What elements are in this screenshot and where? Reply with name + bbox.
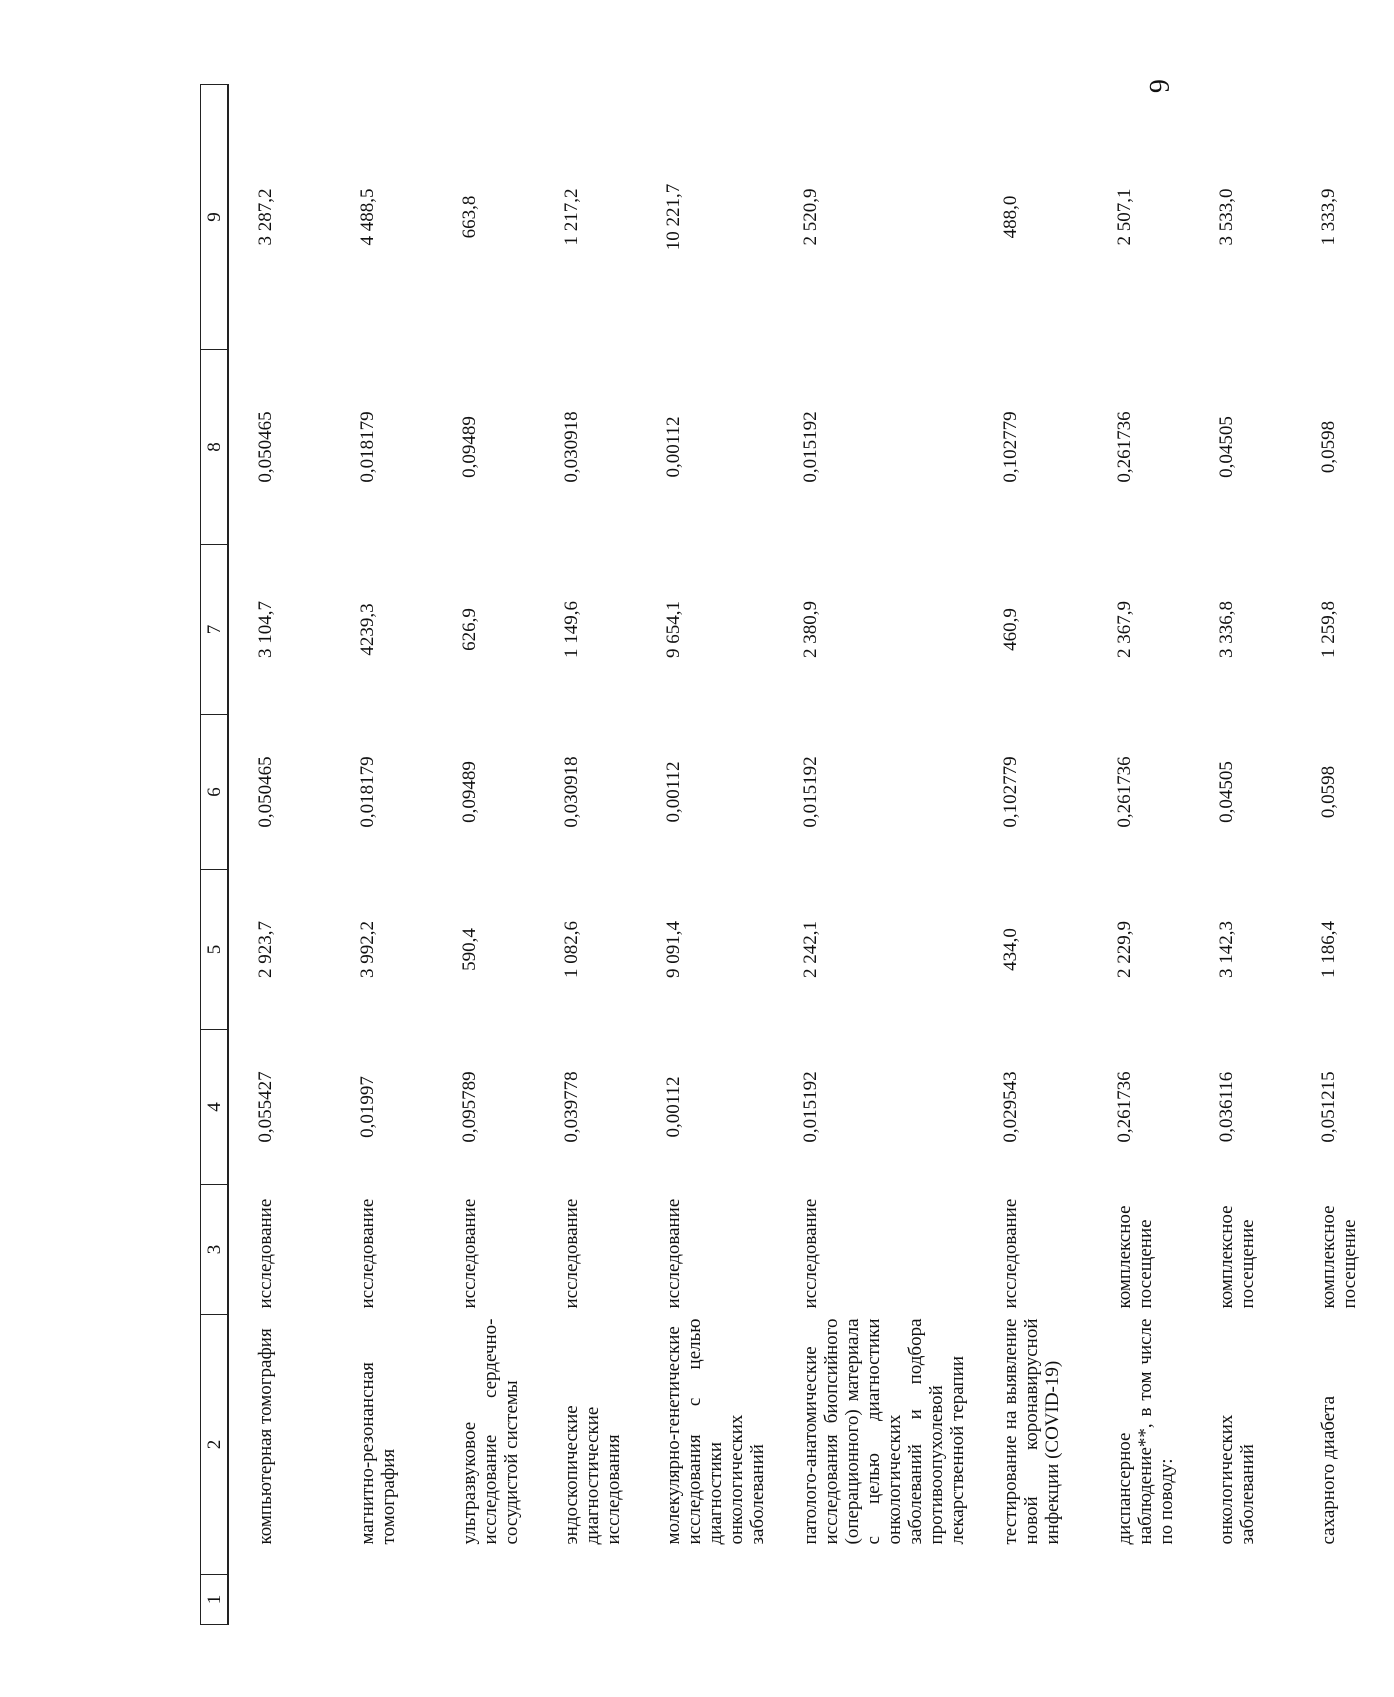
cell-unit: исследование — [1000, 1198, 1021, 1309]
table-row — [637, 85, 774, 1625]
cell-col-5: 2 229,9 — [1114, 921, 1135, 978]
cell-col-9: 3 287,2 — [255, 188, 276, 246]
cell-col-5: 434,0 — [1000, 928, 1021, 971]
cell-col-9: 2 507,1 — [1114, 188, 1135, 246]
cell-col-7: 3 336,8 — [1216, 601, 1237, 658]
cell-name: тестирование на выявление новой коронавирусной инфекции (COVID-19) — [1000, 1318, 1063, 1545]
cell-col-6: 0,0598 — [1318, 765, 1339, 819]
cell-index — [433, 1575, 535, 1625]
cell-col-6: 0,050465 — [255, 756, 276, 828]
data-table — [200, 84, 1394, 1625]
cell-unit: исследование — [561, 1198, 582, 1309]
cell-unit: комплексное посещение — [1318, 1205, 1360, 1309]
cell-index — [331, 1575, 433, 1625]
cell-index — [637, 1575, 774, 1625]
header-col-1: 1 — [201, 1575, 229, 1625]
header-col-6: 6 — [201, 715, 229, 870]
cell-col-9: 1 333,9 — [1318, 188, 1339, 246]
cell-col-7: 460,9 — [1000, 608, 1021, 651]
cell-col-4: 0,095789 — [459, 1071, 480, 1143]
cell-unit: исследование — [357, 1198, 378, 1309]
rotated-table-container — [200, 85, 1360, 1625]
table-row — [331, 85, 433, 1625]
cell-col-8: 0,015192 — [800, 411, 821, 483]
header-row — [201, 85, 229, 1625]
table-row — [1190, 85, 1292, 1625]
cell-col-7: 1 149,6 — [561, 601, 582, 658]
cell-index — [974, 1575, 1088, 1625]
cell-col-6: 0,030918 — [561, 756, 582, 828]
table-row — [1292, 85, 1394, 1625]
cell-col-5: 1 082,6 — [561, 921, 582, 978]
cell-col-4: 0,00112 — [663, 1076, 684, 1138]
cell-col-4: 0,015192 — [800, 1071, 821, 1143]
cell-col-8: 0,04505 — [1216, 416, 1237, 478]
cell-name: сахарного диабета — [1318, 1395, 1339, 1545]
cell-col-8: 0,261736 — [1114, 411, 1135, 483]
header-col-5: 5 — [201, 870, 229, 1030]
cell-unit: исследование — [663, 1198, 684, 1309]
cell-index — [1292, 1575, 1394, 1625]
cell-col-8: 0,030918 — [561, 411, 582, 483]
cell-unit: комплексное посещение — [1114, 1205, 1156, 1309]
cell-col-6: 0,04505 — [1216, 761, 1237, 823]
cell-col-7: 2 380,9 — [800, 601, 821, 658]
header-col-3: 3 — [201, 1185, 229, 1315]
cell-unit: исследование — [800, 1198, 821, 1309]
cell-index — [1190, 1575, 1292, 1625]
table-row — [774, 85, 974, 1625]
cell-col-4: 0,01997 — [357, 1076, 378, 1138]
cell-col-9: 4 488,5 — [357, 188, 378, 246]
cell-name: компьютерная томография — [255, 1328, 276, 1545]
cell-col-8: 0,050465 — [255, 411, 276, 483]
cell-col-9: 10 221,7 — [663, 183, 684, 251]
cell-col-5: 3 992,2 — [357, 921, 378, 978]
cell-name: молекулярно-генетические исследования с целью диагностики онкологических заболеваний — [663, 1318, 768, 1545]
table-row — [535, 85, 637, 1625]
cell-col-9: 488,0 — [1000, 195, 1021, 239]
cell-index — [1088, 1575, 1190, 1625]
cell-name: патолого-анатомические исследования биопсийного (операционного) материала с целью диагностики онкологических заболеваний и подбора противоопухолевой лекарственной терапии — [800, 1318, 968, 1545]
cell-col-5: 590,4 — [459, 928, 480, 971]
cell-col-6: 0,261736 — [1114, 756, 1135, 828]
cell-name: диспансерное наблюдение**, в том числе по поводу: — [1114, 1318, 1177, 1545]
cell-name: ультразвуковое исследование сердечно-сосудистой системы — [459, 1318, 522, 1545]
cell-col-6: 0,018179 — [357, 756, 378, 828]
cell-col-8: 0,09489 — [459, 416, 480, 478]
cell-col-7: 2 367,9 — [1114, 601, 1135, 658]
cell-name: эндоскопические диагностические исследования — [561, 1405, 624, 1545]
cell-col-5: 2 923,7 — [255, 921, 276, 978]
header-col-2: 2 — [201, 1315, 229, 1575]
header-col-7: 7 — [201, 545, 229, 715]
cell-col-4: 0,261736 — [1114, 1071, 1135, 1143]
cell-index — [535, 1575, 637, 1625]
cell-col-8: 0,00112 — [663, 416, 684, 478]
table-row — [228, 85, 331, 1625]
cell-col-8: 0,018179 — [357, 411, 378, 483]
cell-col-4: 0,029543 — [1000, 1071, 1021, 1143]
cell-col-4: 0,039778 — [561, 1071, 582, 1143]
cell-col-7: 4239,3 — [357, 603, 378, 656]
cell-col-9: 663,8 — [459, 195, 480, 239]
cell-col-6: 0,102779 — [1000, 756, 1021, 828]
cell-col-6: 0,00112 — [663, 761, 684, 823]
cell-unit: исследование — [255, 1198, 276, 1309]
cell-col-7: 9 654,1 — [663, 601, 684, 658]
cell-col-9: 2 520,9 — [800, 188, 821, 246]
table-row — [974, 85, 1088, 1625]
cell-name: магнитно-резонансная томография — [357, 1362, 399, 1545]
cell-col-7: 626,9 — [459, 608, 480, 651]
cell-unit: комплексное посещение — [1216, 1205, 1258, 1309]
header-col-9: 9 — [201, 85, 229, 350]
cell-col-4: 0,051215 — [1318, 1071, 1339, 1143]
cell-index — [774, 1575, 974, 1625]
table-row — [433, 85, 535, 1625]
cell-col-5: 9 091,4 — [663, 921, 684, 978]
cell-col-5: 1 186,4 — [1318, 921, 1339, 978]
cell-index — [228, 1575, 331, 1625]
cell-col-9: 3 533,0 — [1216, 188, 1237, 246]
cell-col-7: 1 259,8 — [1318, 601, 1339, 658]
cell-col-6: 0,015192 — [800, 756, 821, 828]
page-number: 6 — [1143, 79, 1174, 93]
header-col-4: 4 — [201, 1030, 229, 1185]
cell-unit: исследование — [459, 1198, 480, 1309]
cell-col-8: 0,102779 — [1000, 411, 1021, 483]
table-row — [1088, 85, 1190, 1625]
cell-col-7: 3 104,7 — [255, 601, 276, 658]
cell-col-6: 0,09489 — [459, 761, 480, 823]
cell-col-5: 3 142,3 — [1216, 921, 1237, 978]
cell-name: онкологических заболеваний — [1216, 1414, 1258, 1545]
cell-col-5: 2 242,1 — [800, 921, 821, 978]
cell-col-4: 0,055427 — [255, 1071, 276, 1143]
cell-col-8: 0,0598 — [1318, 420, 1339, 474]
cell-col-9: 1 217,2 — [561, 188, 582, 246]
header-col-8: 8 — [201, 350, 229, 545]
cell-col-4: 0,036116 — [1216, 1071, 1237, 1143]
